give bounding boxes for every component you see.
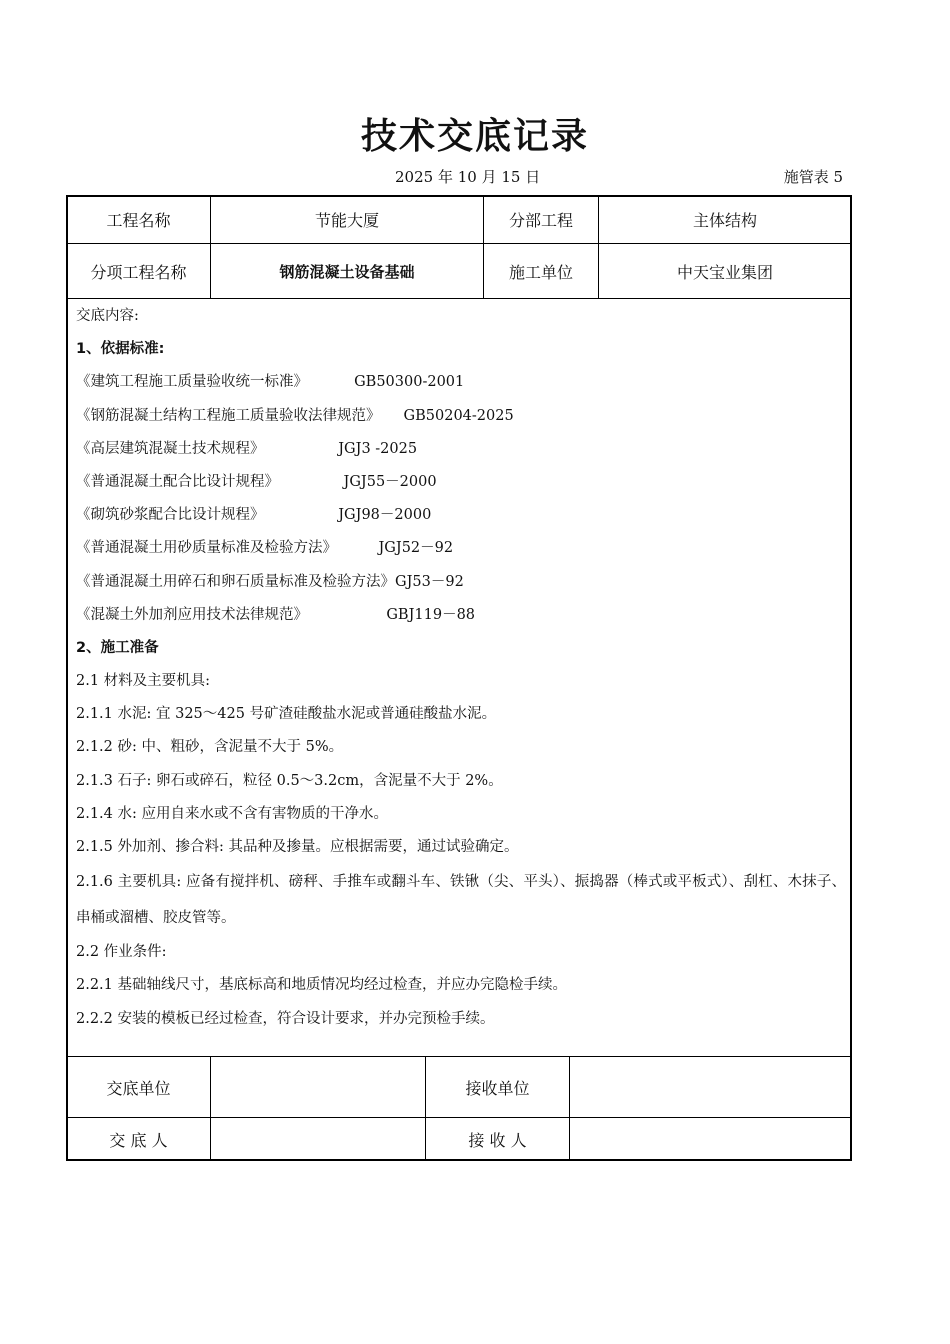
content-intro: 交底内容: — [76, 308, 139, 324]
standard-item: 《钢筋混凝土结构工程施工质量验收法律规范》 GB50204-2025 — [76, 407, 514, 424]
section-1-title: 1、依据标准: — [76, 341, 165, 358]
item-2-2-1: 2.2.1 基础轴线尺寸，基底标高和地质情况均经过检查，并应办完隐检手续。 — [76, 977, 568, 994]
receiver-unit-label: 接收单位 — [465, 1078, 530, 1098]
item-2-1-1: 2.1.1 水泥: 宜 325～425 号矿渣硅酸盐水泥或普通硅酸盐水泥。 — [76, 706, 497, 723]
document-date: 2025 年 10 月 15 日 — [395, 168, 541, 186]
section-2-title: 2、施工准备 — [76, 639, 159, 656]
construction-unit-value: 中天宝业集团 — [676, 262, 773, 282]
division-value: 主体结构 — [692, 211, 757, 230]
item-name-value: 钢筋混凝土设备基础 — [279, 262, 415, 281]
item-2-1-6: 2.1.6 主要机具: 应备有搅拌机、磅秤、手推车或翻斗车、铁锹（尖、平头）、振捣器（棒式或平板式）、刮杠、木抹子、串桶或溜槽、胶皮管等。 — [76, 874, 846, 927]
standard-item: 《混凝土外加剂应用技术法律规范》 GBJ119－88 — [76, 606, 476, 623]
item-2-2-2: 2.2.2 安装的模板已经过检查，符合设计要求，并办完预检手续。 — [76, 1010, 495, 1027]
subsection-2-1: 2.1 材料及主要机具: — [76, 673, 211, 690]
construction-unit-label: 施工单位 — [508, 262, 573, 282]
document-title: 技术交底记录 — [360, 116, 589, 157]
project-name-value: 节能大厦 — [314, 211, 379, 230]
standard-item: 《普通混凝土配合比设计规程》 JGJ55－2000 — [76, 473, 437, 490]
item-2-1-2: 2.1.2 砂: 中、粗砂，含泥量不大于 5%。 — [76, 739, 344, 756]
giver-person-field[interactable] — [211, 1118, 425, 1160]
standard-item: 《高层建筑混凝土技术规程》 JGJ3 -2025 — [76, 440, 418, 457]
standard-item: 《建筑工程施工质量验收统一标准》 GB50300-2001 — [76, 374, 465, 391]
project-name-label: 工程名称 — [106, 211, 171, 230]
receiver-unit-field[interactable] — [570, 1057, 851, 1117]
receiver-person-field[interactable] — [570, 1118, 851, 1160]
division-label: 分部工程 — [508, 211, 573, 230]
receiver-person-label: 接 收 人 — [468, 1130, 527, 1150]
subsection-2-2: 2.2 作业条件: — [76, 944, 167, 961]
giver-person-label: 交 底 人 — [109, 1130, 168, 1150]
giver-unit-label: 交底单位 — [106, 1078, 171, 1098]
standard-item: 《普通混凝土用碎石和卵石质量标准及检验方法》GJ53－92 — [76, 573, 464, 590]
standard-item: 《普通混凝土用砂质量标准及检验方法》 JGJ52－92 — [76, 540, 454, 557]
item-2-1-4: 2.1.4 水: 应用自来水或不含有害物质的干净水。 — [76, 805, 388, 822]
row-divider — [67, 298, 851, 299]
item-name-label: 分项工程名称 — [90, 262, 187, 282]
briefing-content — [76, 300, 846, 1036]
form-number: 施管表 5 — [783, 168, 843, 186]
giver-unit-field[interactable] — [211, 1057, 425, 1117]
item-2-1-5: 2.1.5 外加剂、掺合料: 其品种及掺量。应根据需要，通过试验确定。 — [76, 839, 519, 855]
item-2-1-3: 2.1.3 石子: 卵石或碎石，粒径 0.5～3.2cm，含泥量不大于 2%。 — [76, 772, 503, 789]
standard-item: 《砌筑砂浆配合比设计规程》 JGJ98－2000 — [76, 507, 432, 524]
